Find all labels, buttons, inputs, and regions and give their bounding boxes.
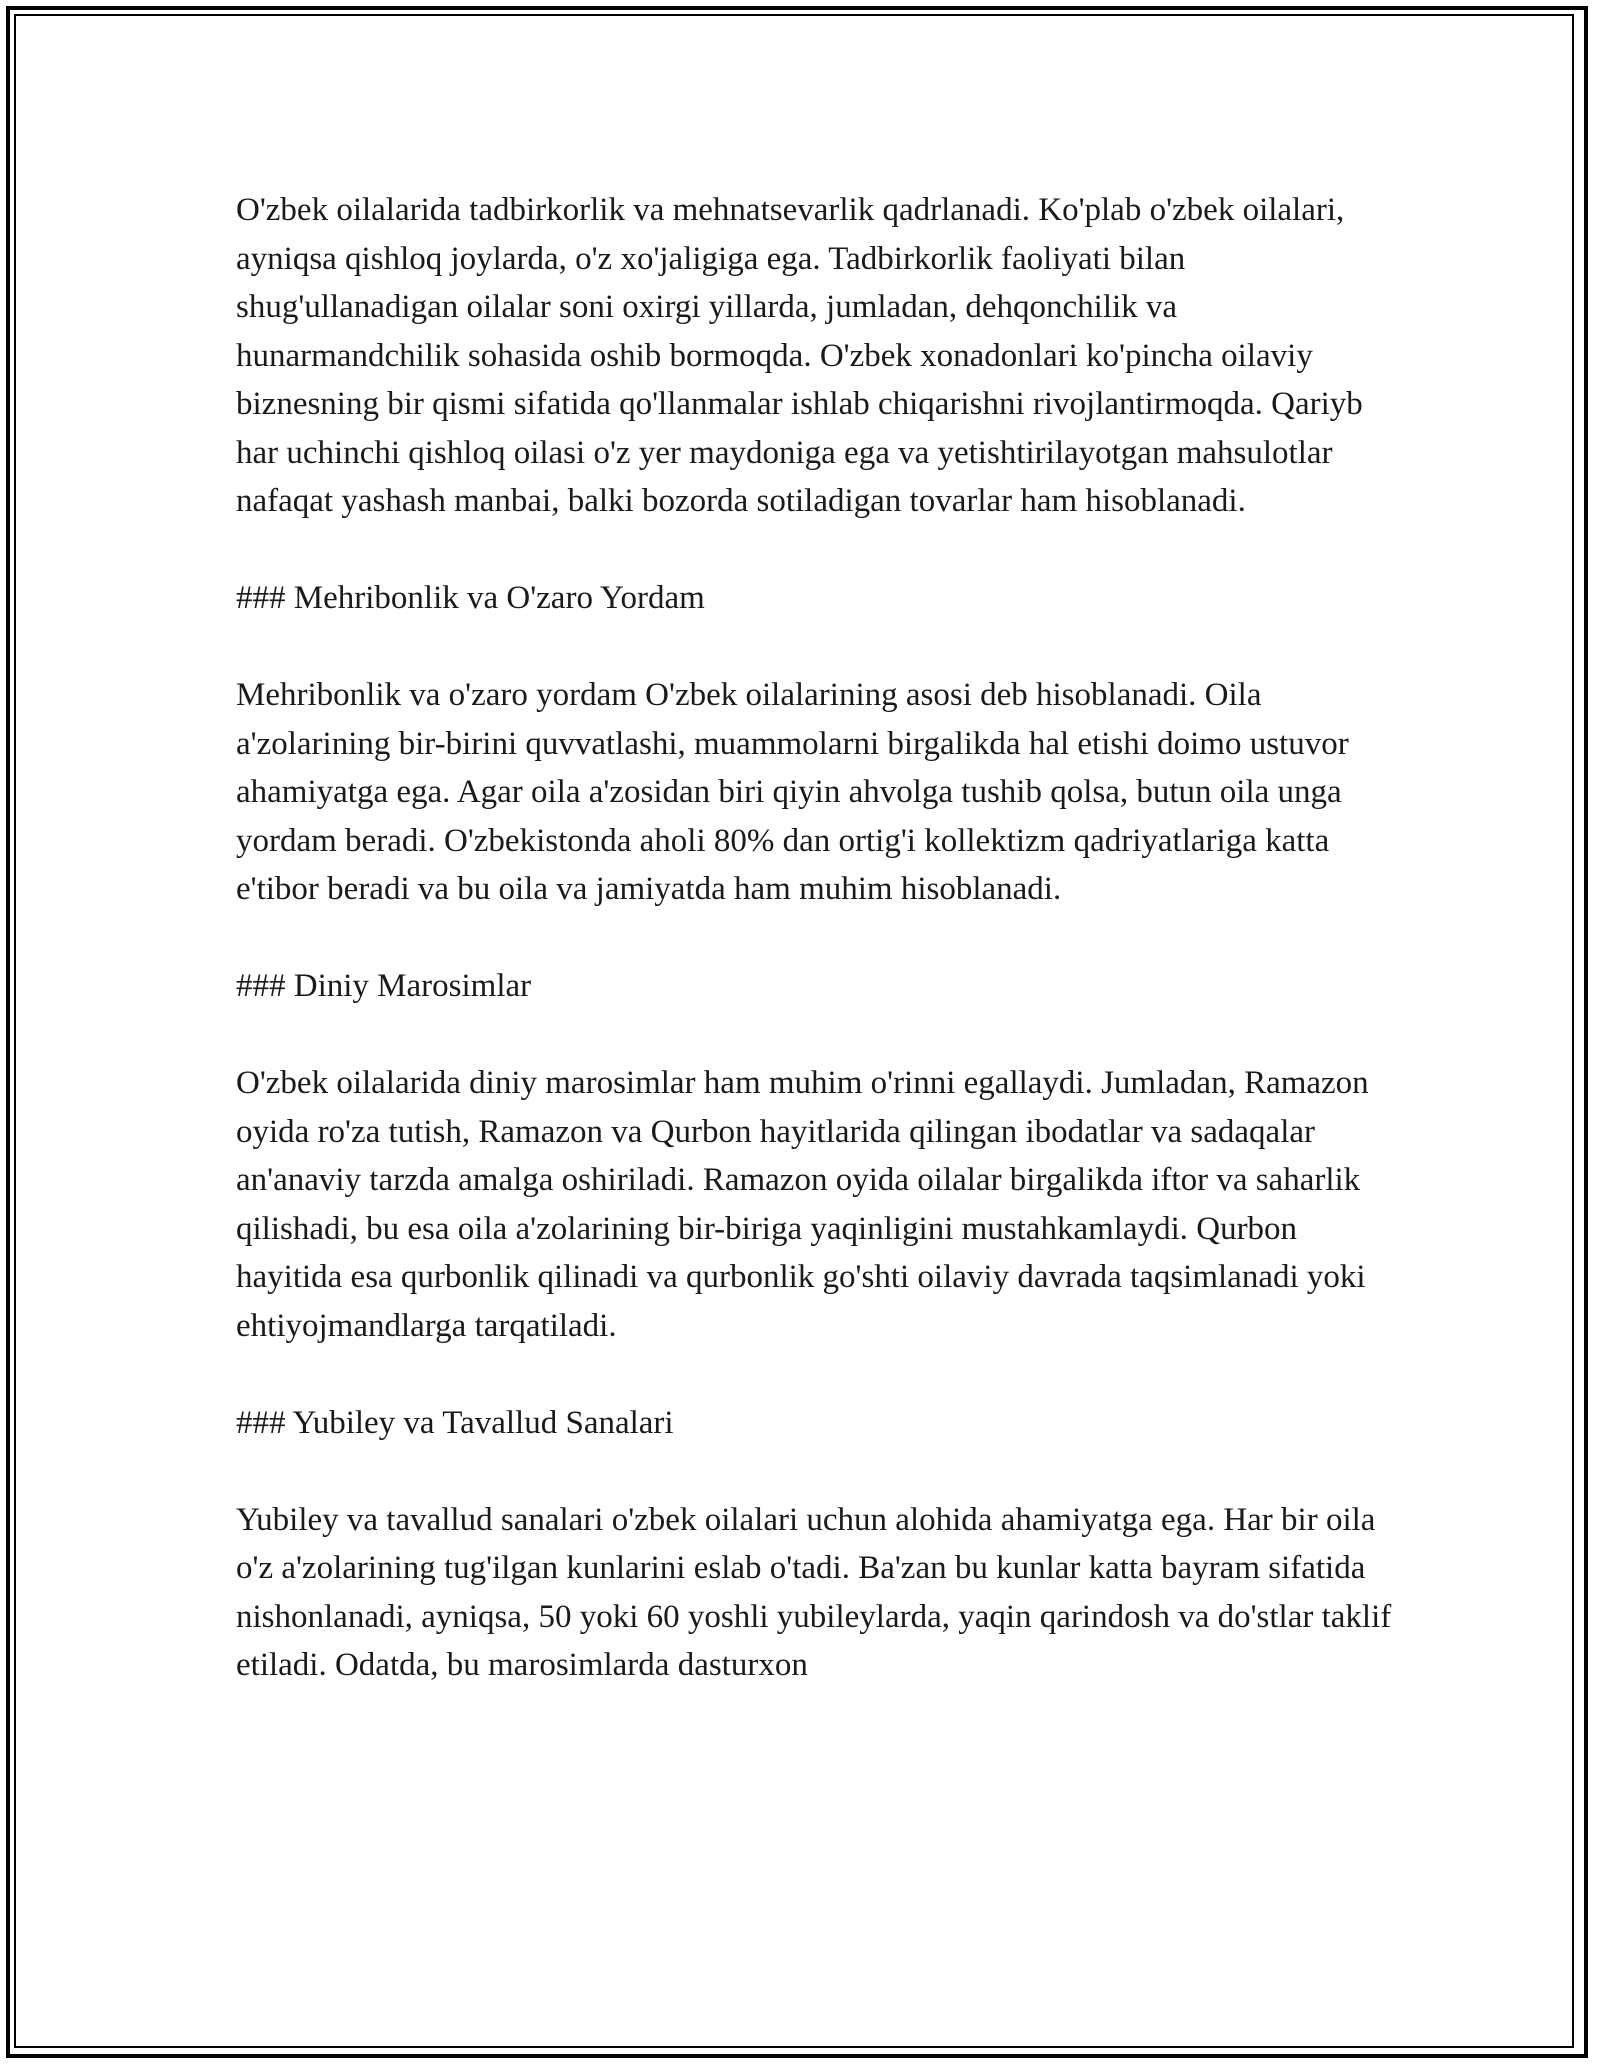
heading-religious-ceremonies: ### Diniy Marosimlar <box>236 968 532 1004</box>
paragraph-spacer <box>236 1350 1396 1399</box>
heading-jubilees-birthdays: ### Yubiley va Tavallud Sanalari <box>236 1404 674 1441</box>
paragraph-religious-ceremonies: O'zbek oilalarida diniy marosimlar ham muhim o'rinni egallaydi. Jumladan, Ramazon oyida ro'za tutish, Ramazon va Qurbon hayitlarida qilingan ibodatlar va sadaqalar an'anaviy tarzda amalga oshiriladi. Ramazon oyida oilalar birgalikda iftor va saharlik qilishadi, bu esa oila a'zolarining bir-biriga yaqinligini mustahkamlaydi. Qurbon hayitida esa qurbonlik qilinadi va qurbonlik go'shti oilaviy davrada taqsimlanadi yoki ehtiyojmandlarga tarqatiladi. <box>236 1065 1369 1344</box>
paragraph-spacer <box>236 526 1396 575</box>
paragraph-spacer <box>236 1011 1396 1060</box>
paragraph-spacer <box>236 914 1396 963</box>
paragraph-kindness-mutual-help: Mehribonlik va o'zaro yordam O'zbek oilalarining asosi deb hisoblanadi. Oila a'zolarining bir-birini quvvatlashi, muammolarni birgalikda hal etishi doimo ustuvor ahamiyatga ega. Agar oila a'zosidan biri qiyin ahvolga tushib qolsa, butun oila unga yordam beradi. O'zbekistonda aholi 80% dan ortig'i kollektizm qadriyatlariga katta e'tibor beradi va bu oila va jamiyatda ham muhim hisoblanadi. <box>236 677 1349 907</box>
heading-kindness-mutual-help: ### Mehribonlik va O'zaro Yordam <box>236 580 705 616</box>
paragraph-family-enterprise: O'zbek oilalarida tadbirkorlik va mehnatsevarlik qadrlanadi. Ko'plab o'zbek oilalari, ayniqsa qishloq joylarda, o'z xo'jaligiga ega. Tadbirkorlik faoliyati bilan shug'ullanadigan oilalar soni oxirgi yillarda, jumladan, dehqonchilik va hunarmandchilik sohasida oshib bormoqda. O'zbek xonadonlari ko'pincha oilaviy biznesning bir qismi sifatida qo'llanmalar ishlab chiqarishni rivojlantirmoqda. Qariyb har uchinchi qishloq oilasi o'z yer maydoniga ega va yetishtirilayotgan mahsulotlar nafaqat yashash manbai, balki bozorda sotiladigan tovarlar ham hisoblanadi. <box>236 192 1363 519</box>
paragraph-spacer <box>236 1447 1396 1496</box>
document-body <box>236 186 1396 1690</box>
paragraph-jubilees-birthdays: Yubiley va tavallud sanalari o'zbek oilalari uchun alohida ahamiyatga ega. Har bir oila o'z a'zolarining tug'ilgan kunlarini eslab o'tadi. Ba'zan bu kunlar katta bayram sifatida nishonlanadi, ayniqsa, 50 yoki 60 yoshli yubileylarda, yaqin qarindosh va do'stlar taklif etiladi. Odatda, bu marosimlarda dasturxon <box>236 1501 1392 1683</box>
paragraph-spacer <box>236 623 1396 672</box>
